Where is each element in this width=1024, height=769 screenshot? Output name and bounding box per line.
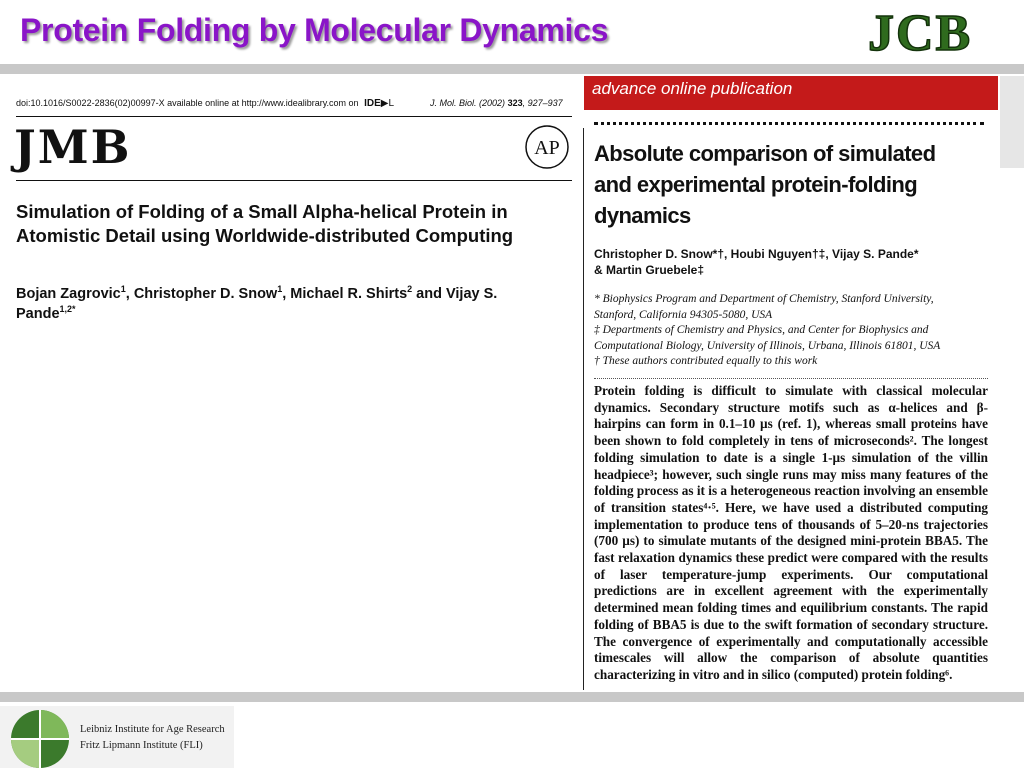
journal-reference — [430, 98, 563, 108]
leibniz-logo-icon — [10, 709, 70, 769]
journal-name: J. Mol. Biol. — [430, 98, 477, 108]
jmb-article-title: Simulation of Folding of a Small Alpha-helical Protein in Atomistic Detail using Worldwide-distributed Computing — [16, 201, 514, 246]
doi-line — [16, 98, 394, 109]
institute-subname: Fritz Lipmann Institute (FLI) — [80, 740, 203, 751]
author-name: , Christopher D. Snow — [125, 286, 278, 302]
ap-logo-text: AP — [534, 137, 560, 159]
nature-article-title: Absolute comparison of simulated and experimental protein-folding dynamics — [594, 141, 936, 228]
jmb-authors — [16, 284, 536, 324]
journal-year: (2002) — [479, 98, 506, 108]
author-affiliation: 1 — [277, 284, 283, 295]
dotted-rule — [594, 122, 984, 125]
jmb-logo: JMB — [14, 120, 132, 174]
institute-footer — [0, 706, 234, 768]
authors-line: Christopher D. Snow*†, Houbi Nguyen†‡, Vijay S. Pande* — [594, 247, 919, 261]
side-strip — [1000, 76, 1024, 168]
jcb-logo-text: JCB — [868, 6, 973, 56]
institute-name: Leibniz Institute for Age Research — [80, 724, 225, 735]
header-rule-bottom — [16, 180, 572, 181]
author-name: and Vijay S. Pande — [16, 286, 498, 322]
journal-volume: 323 — [507, 98, 523, 108]
affiliation-line: Computational Biology, University of Illinois, Urbana, Illinois 61801, USA — [594, 339, 941, 352]
author-name: , Michael R. Shirts — [282, 286, 408, 302]
author-affiliation: 2 — [407, 284, 413, 295]
nature-authors — [594, 246, 984, 278]
dotted-rule — [594, 378, 988, 379]
journal-pages: , 927–937 — [522, 98, 563, 108]
top-divider-bar — [0, 64, 1024, 74]
academic-press-logo-icon — [524, 124, 570, 170]
author-affiliation: 1 — [120, 284, 126, 295]
nature-article — [584, 112, 998, 692]
jmb-article-header — [10, 92, 576, 342]
author-name: Bojan Zagrovic — [16, 286, 121, 302]
header-rule-top — [16, 116, 572, 117]
ideal-logo: IDE — [364, 98, 381, 109]
doi-text: doi:10.1016/S0022-2836(02)00997-X available online at http://www.idealibrary.com on — [16, 98, 359, 108]
affiliations — [594, 292, 984, 370]
jcb-logo — [866, 6, 1006, 56]
authors-line: & Martin Gruebele‡ — [594, 263, 705, 277]
author-affiliation: 1,2* — [59, 304, 76, 315]
affiliation-line: Stanford, California 94305-5080, USA — [594, 308, 773, 321]
slide-title: Protein Folding by Molecular Dynamics — [20, 12, 609, 48]
ideal-arrow-icon: ▶L — [380, 98, 395, 109]
affiliation-line: † These authors contributed equally to this work — [594, 355, 818, 367]
affiliation-line: * Biophysics Program and Department of Chemistry, Stanford University, — [594, 293, 934, 305]
advance-online-banner — [584, 76, 998, 110]
advance-online-label: advance online publication — [592, 79, 793, 98]
affiliation-line: ‡ Departments of Chemistry and Physics, and Center for Biophysics and — [594, 324, 929, 336]
bottom-divider-bar — [0, 692, 1024, 702]
abstract-text: Protein folding is difficult to simulate with classical molecular dynamics. Secondary structure motifs such as α-helices and β-hairpins can form in 0.1–10 µs (ref. 1), whereas small proteins have been shown to fold completely in tens of microseconds². The longest folding simulation to date is a single 1-µs simulation of the villin headpiece³; however, such single runs may miss many features of the folding process as it is a heterogeneous reaction involving an ensemble of transition states⁴·⁵. Here, we have used a distributed computing implementation to produce tens of thousands of 5–20-ns trajectories (700 µs) to simulate mutants of the designed mini-protein BBA5. The fast relaxation dynamics these predict were compared with the results of laser temperature-jump experiments. Our computational predictions are in excellent agreement with the experimentally determined mean folding times and equilibrium constants. The rapid folding of BBA5 is due to the swift formation of secondary structure. The convergence of experimentally and computationally accessible timescales will allow the comparison of absolute quantities characterizing in vitro and in silico (computed) protein folding⁶. — [594, 383, 988, 682]
